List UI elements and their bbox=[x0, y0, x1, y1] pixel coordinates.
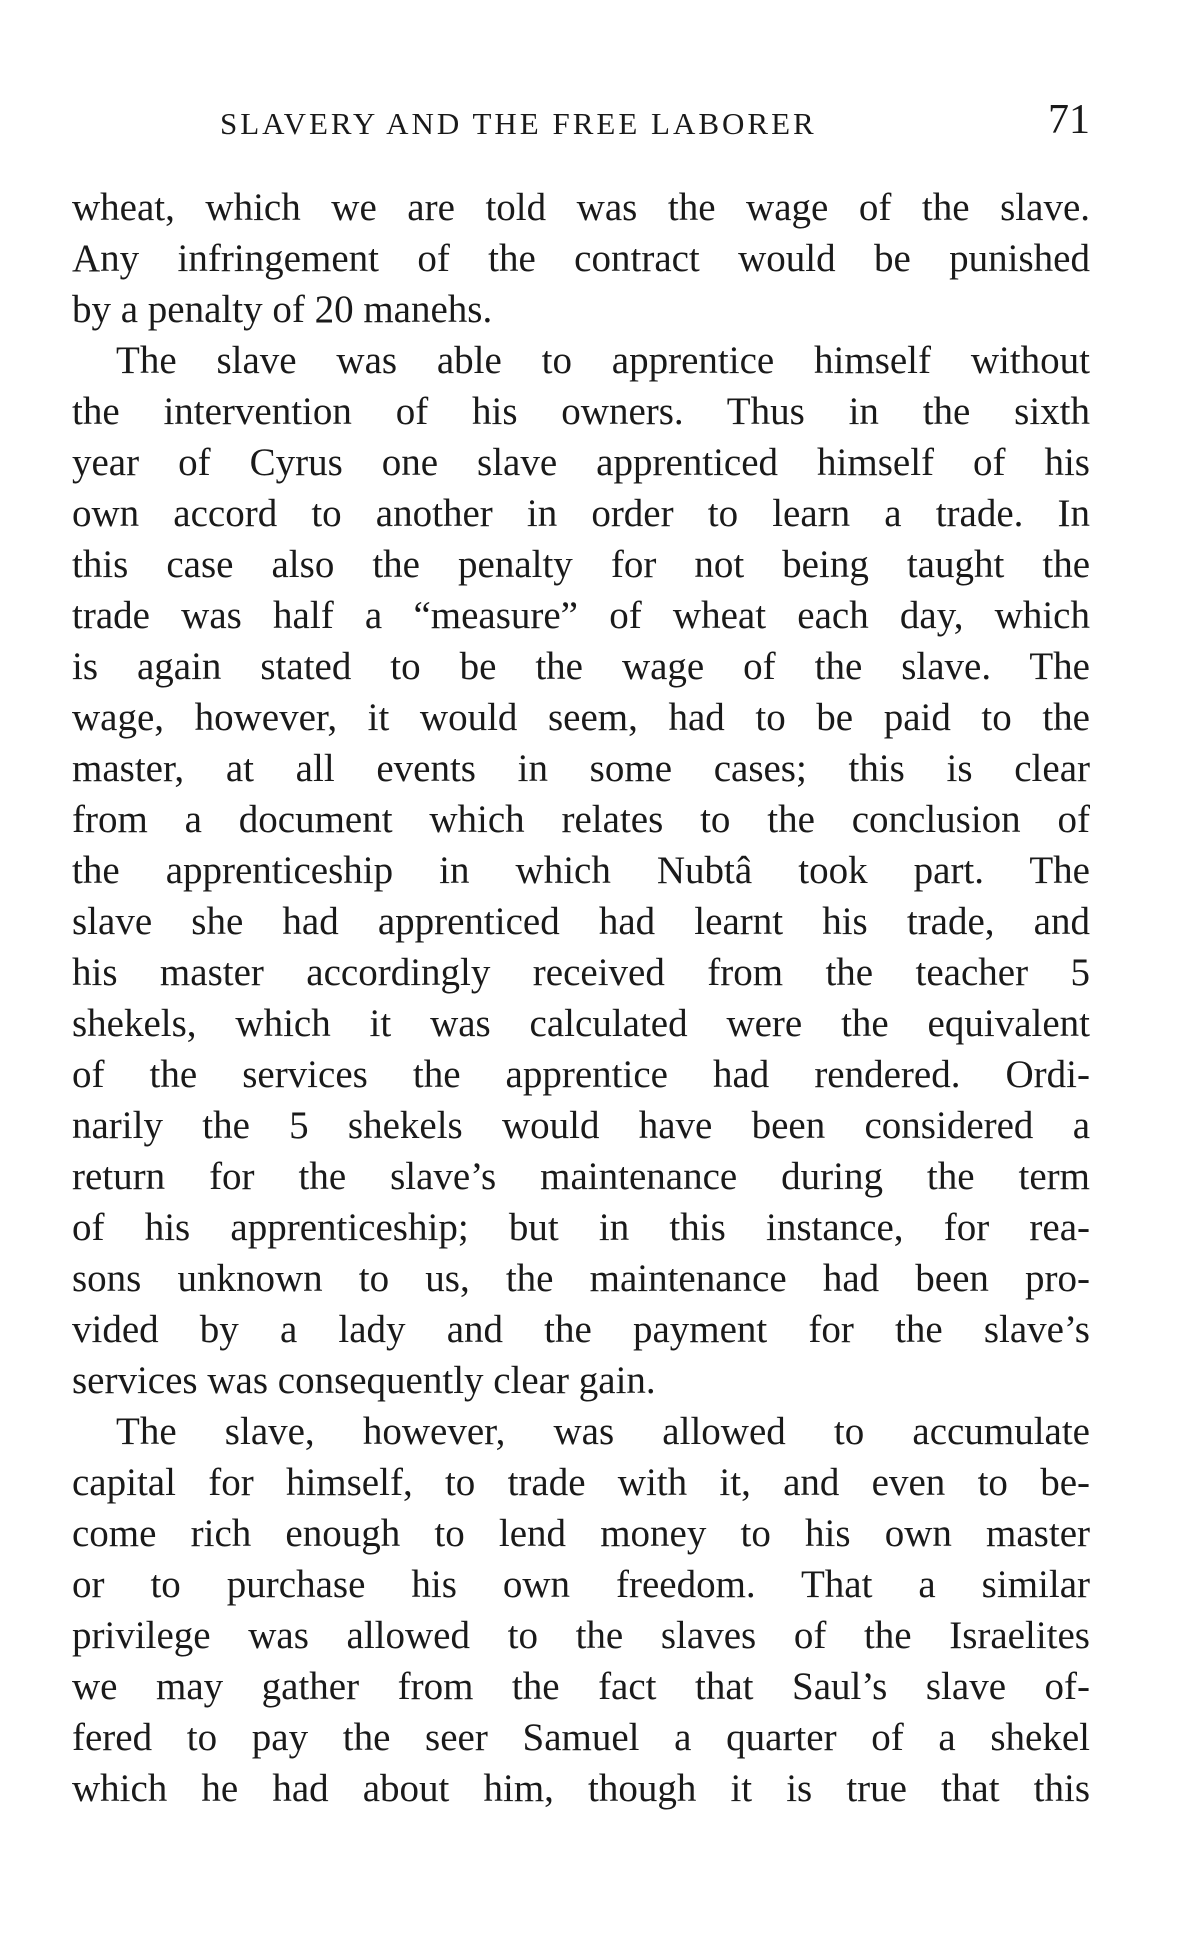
text-line: from a document which relates to the conclusion of bbox=[72, 798, 1090, 841]
text-line: sons unknown to us, the maintenance had been pro- bbox=[72, 1257, 1090, 1300]
paragraph bbox=[72, 1406, 1090, 1814]
text-line: privilege was allowed to the slaves of the Israelites bbox=[72, 1614, 1090, 1657]
page-number: 71 bbox=[1048, 97, 1090, 143]
text-line: return for the slave’s maintenance during the term bbox=[72, 1155, 1090, 1198]
text-line: vided by a lady and the payment for the slave’s bbox=[72, 1308, 1090, 1351]
text-line: own accord to another in order to learn a trade. In bbox=[72, 492, 1090, 535]
text-line: The slave, however, was allowed to accumulate bbox=[116, 1410, 1090, 1453]
text-line: we may gather from the fact that Saul’s slave of- bbox=[72, 1665, 1090, 1708]
text-line: capital for himself, to trade with it, and even to be- bbox=[72, 1461, 1090, 1504]
text-line: by a penalty of 20 manehs. bbox=[72, 288, 493, 331]
text-line: The slave was able to apprentice himself without bbox=[116, 339, 1090, 382]
text-line: services was consequently clear gain. bbox=[72, 1359, 656, 1402]
text-line: wage, however, it would seem, had to be paid to the bbox=[72, 696, 1090, 739]
text-line: his master accordingly received from the teacher 5 bbox=[72, 951, 1090, 994]
text-line: the intervention of his owners. Thus in the sixth bbox=[72, 390, 1090, 433]
text-line: wheat, which we are told was the wage of the slave. bbox=[72, 186, 1090, 229]
text-line: year of Cyrus one slave apprenticed himself of his bbox=[72, 441, 1090, 484]
text-line: is again stated to be the wage of the slave. The bbox=[72, 645, 1090, 688]
text-line: shekels, which it was calculated were the equivalent bbox=[72, 1002, 1090, 1045]
text-line: fered to pay the seer Samuel a quarter of a shekel bbox=[72, 1716, 1090, 1759]
text-line: of his apprenticeship; but in this instance, for rea- bbox=[72, 1206, 1090, 1249]
text-line: this case also the penalty for not being taught the bbox=[72, 543, 1090, 586]
text-line: master, at all events in some cases; this is clear bbox=[72, 747, 1090, 790]
text-line: trade was half a “measure” of wheat each day, which bbox=[72, 594, 1090, 637]
text-line: of the services the apprentice had rendered. Ordi- bbox=[72, 1053, 1090, 1096]
text-line: the apprenticeship in which Nubtâ took part. The bbox=[72, 849, 1090, 892]
running-title: SLAVERY AND THE FREE LABORER bbox=[220, 106, 817, 141]
paragraph bbox=[72, 182, 1090, 335]
text-line: which he had about him, though it is true that this bbox=[72, 1767, 1090, 1810]
text-line: or to purchase his own freedom. That a similar bbox=[72, 1563, 1090, 1606]
text-line: Any infringement of the contract would be punished bbox=[72, 237, 1090, 280]
text-line: slave she had apprenticed had learnt his trade, and bbox=[72, 900, 1090, 943]
body-text bbox=[72, 182, 1090, 1814]
running-head bbox=[220, 96, 1090, 156]
text-line: narily the 5 shekels would have been considered a bbox=[72, 1104, 1090, 1147]
paragraph bbox=[72, 335, 1090, 1406]
text-line: come rich enough to lend money to his own master bbox=[72, 1512, 1090, 1555]
